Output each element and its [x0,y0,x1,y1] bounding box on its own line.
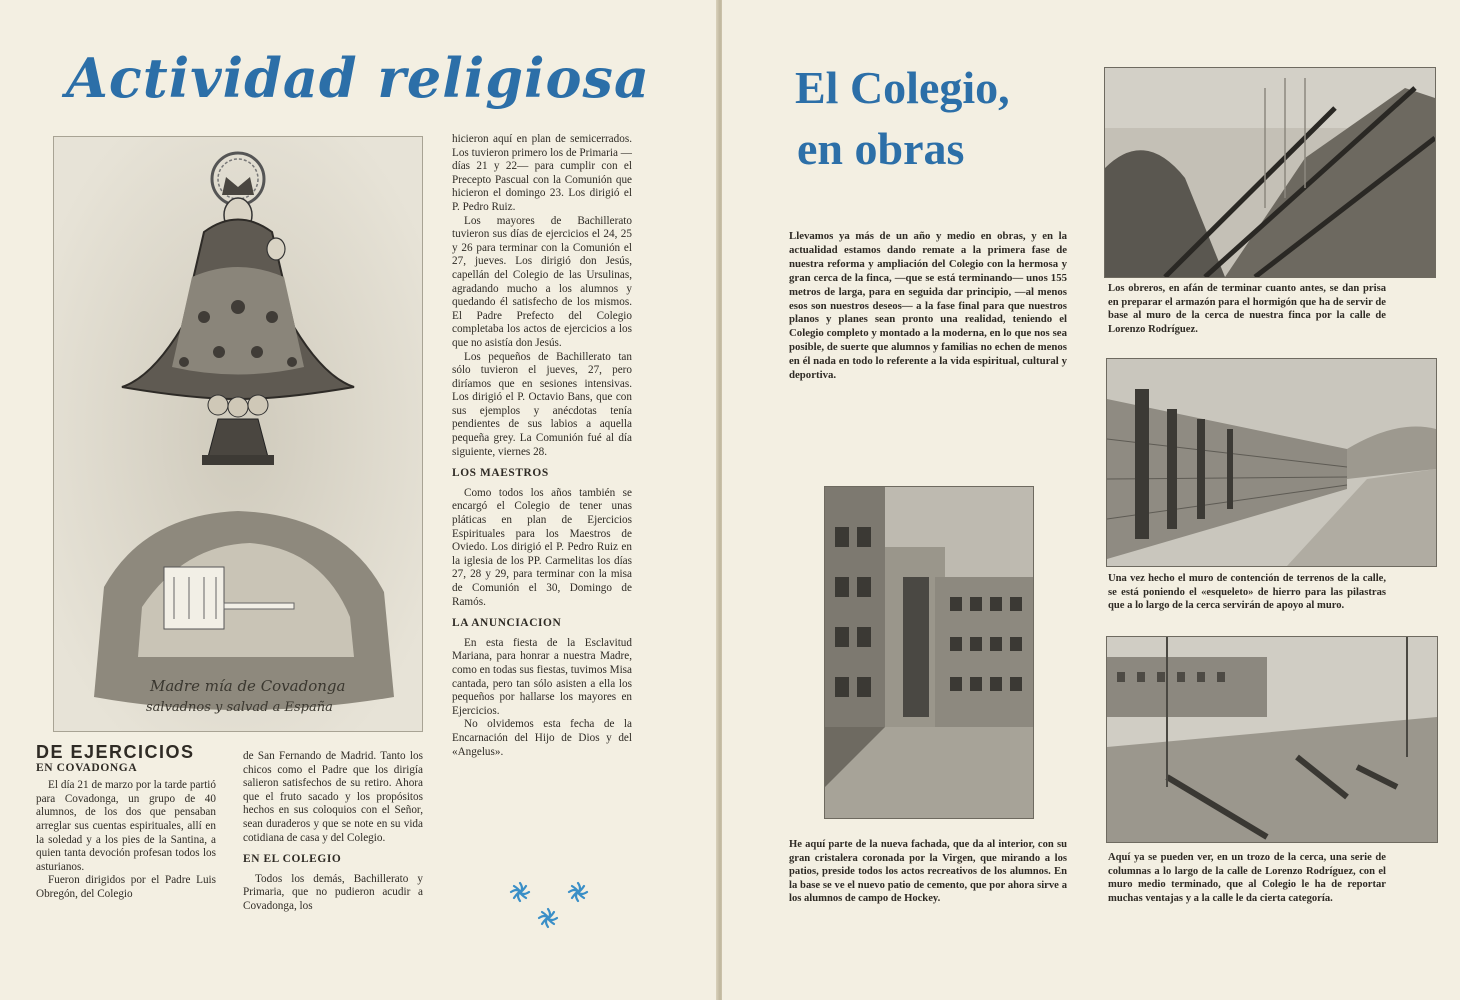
virgin-image-caption-line1: Madre mía de Covadonga [150,677,346,695]
muro-photo [1106,358,1437,567]
anunciacion-heading: LA ANUNCIACION [452,617,562,630]
columnas-photo [1106,636,1438,843]
fachada-photo [824,486,1034,819]
en-el-colegio-paragraph: Todos los demás, Bachillerato y Primaria, que no pudieron acudir a Covadonga, los [243,872,423,912]
virgin-image-caption-line2: salvadnos y salvad a España [146,700,333,715]
third-column [452,133,632,759]
ejercicios-column-2 [243,750,423,914]
ejercicios-heading: DE EJERCICIOS [36,742,195,762]
ejercicios-paragraph-3: de San Fernando de Madrid. Tanto los chicos como el Padre que los dirigía salieron satisfechos de su retiro. Ahora que el fruto sacado y los propósitos hechos en sus coloquios con el Señor, sean duraderos y que se note en su vida cotidiana de casa y del Colegio. [243,750,423,844]
ejercicios-paragraph-1: El día 21 de marzo por la tarde partió para Covadonga, un grupo de 40 alumnos, de los dos que pensaban arreglar sus cuentas espirituales, allí en la soledad y a los pies de la Santina, a quien tanta devoción profesan todos los asturianos. [36,779,216,873]
col3-paragraph-3: Los pequeños de Bachillerato tan sólo tuvieron el jueves, 27, pero diríamos que en sesiones intensivas. Los dirigió el P. Octavio Bans, que con sus ejemplos y anécdotas tenía pendientes de sus labios a aquella pequeña grey. La Comunión fué al día siguiente, viernes 28. [452,350,632,458]
columnas-caption: Aquí ya se pueden ver, en un trozo de la cerca, una serie de columnas a lo largo de la calle de Lorenzo Rodríguez, con el muro medio terminado, que al Colegio le ha de reportar muchas ventajas y a la calle le da cierta categoría. [1108,852,1386,904]
virgin-covadonga-image [53,136,423,732]
right-title-line-1: El Colegio, [795,62,1010,113]
col3-paragraph-2: Los mayores de Bachillerato tuvieron sus días de ejercicios el 24, 25 y 26 para terminar con la Comunión el 27, jueves. Los dirigió don Jesús, capellán del Colegio de las Ursulinas, agradando mucho a los alumnos y quedando él satisfecho de los mismos. El Padre Prefecto del Colegio completaba los actos de ejercicios a los que no asistía don Jesús. [452,214,632,349]
en-el-colegio-heading: EN EL COLEGIO [243,853,342,866]
maestros-paragraph: Como todos los años también se encargó el Colegio de tener unas pláticas en plan de Ejercicios Espirituales para los Maestros de Oviedo. Los dirigió el P. Pedro Ruiz en la iglesia de los PP. Carmelitas los días 27, 28 y 29, para terminar con la misa de Comunión el 30, Domingo de Ramós. [452,486,632,608]
obreros-caption: Los obreros, en afán de terminar cuanto antes, se dan prisa en preparar el armazón para el hormigón que ha de servir de base al muro de la cerca de nuestra finca por la calle de Lorenzo Rodríguez. [1108,283,1386,335]
col3-paragraph-1: hicieron aquí en plan de semicerrados. Los tuvieron primero los de Primaria —días 21 y 22— para cumplir con el Precepto Pascual con la Comunión que hicieron el domingo 23. Los dirigió el P. Pedro Ruiz. [452,133,632,213]
obras-intro-text: Llevamos ya más de un año y medio en obras, y en la actualidad estamos dando remate a la primera fase de nuestra reforma y ampliación del Colegio con la hermosa y gran cerca de la finca, —que se está terminando— unos 155 metros de larga, para en seguida dar principio, —al menos esos son nuestros deseos— a la fase final para que nuestros planos y planes sean pronto una realidad, teniendo el Colegio completo y montado a la moderna, en lo que nos sea posible, de suerte que alumnos y familias no echen de menos en él nada en todo lo referente a la vida espiritual, cultural y deportiva. [789,230,1067,382]
muro-caption: Una vez hecho el muro de contención de terrenos de la calle, se está poniendo el «esqueleto» de hierro para las pilastras que a lo largo de la cerca servirán de apoyo al muro. [1108,573,1386,612]
left-page-title: Actividad religiosa [66,46,650,110]
fachada-caption: He aquí parte de la nueva fachada, que da al interior, con su gran cristalera coronada por la Virgen, que mirando a los patios, preside todos los actos recreativos de los alumnos. En la base se ve el nuevo patio de cemento, que por ahora sirve a los alumnos de campo de Hockey. [789,839,1067,905]
virgin-figure-icon [54,137,422,731]
anunciacion-paragraph-1: En esta fiesta de la Esclavitud Mariana, para honrar a nuestra Madre, como en todas sus fiestas, tuvimos Misa cantada, pero tan sólo asisten a ella los pequeños por hallarse los mayores en Ejercicios. [452,636,632,717]
covadonga-subheading: EN COVADONGA [36,761,138,774]
ejercicios-column [36,742,216,902]
maestros-heading: LOS MAESTROS [452,467,549,480]
obreros-photo [1104,67,1436,278]
anunciacion-paragraph-2: No olvidemos esta fecha de la Encarnación del Hijo de Dios y del «Angelus». [452,718,632,758]
ejercicios-paragraph-2: Fueron dirigidos por el Padre Luis Obregón, del Colegio [36,874,216,900]
right-title-line-2: en obras [797,122,965,174]
flower-ornament-icon [506,878,596,934]
right-page-title [795,58,1095,179]
